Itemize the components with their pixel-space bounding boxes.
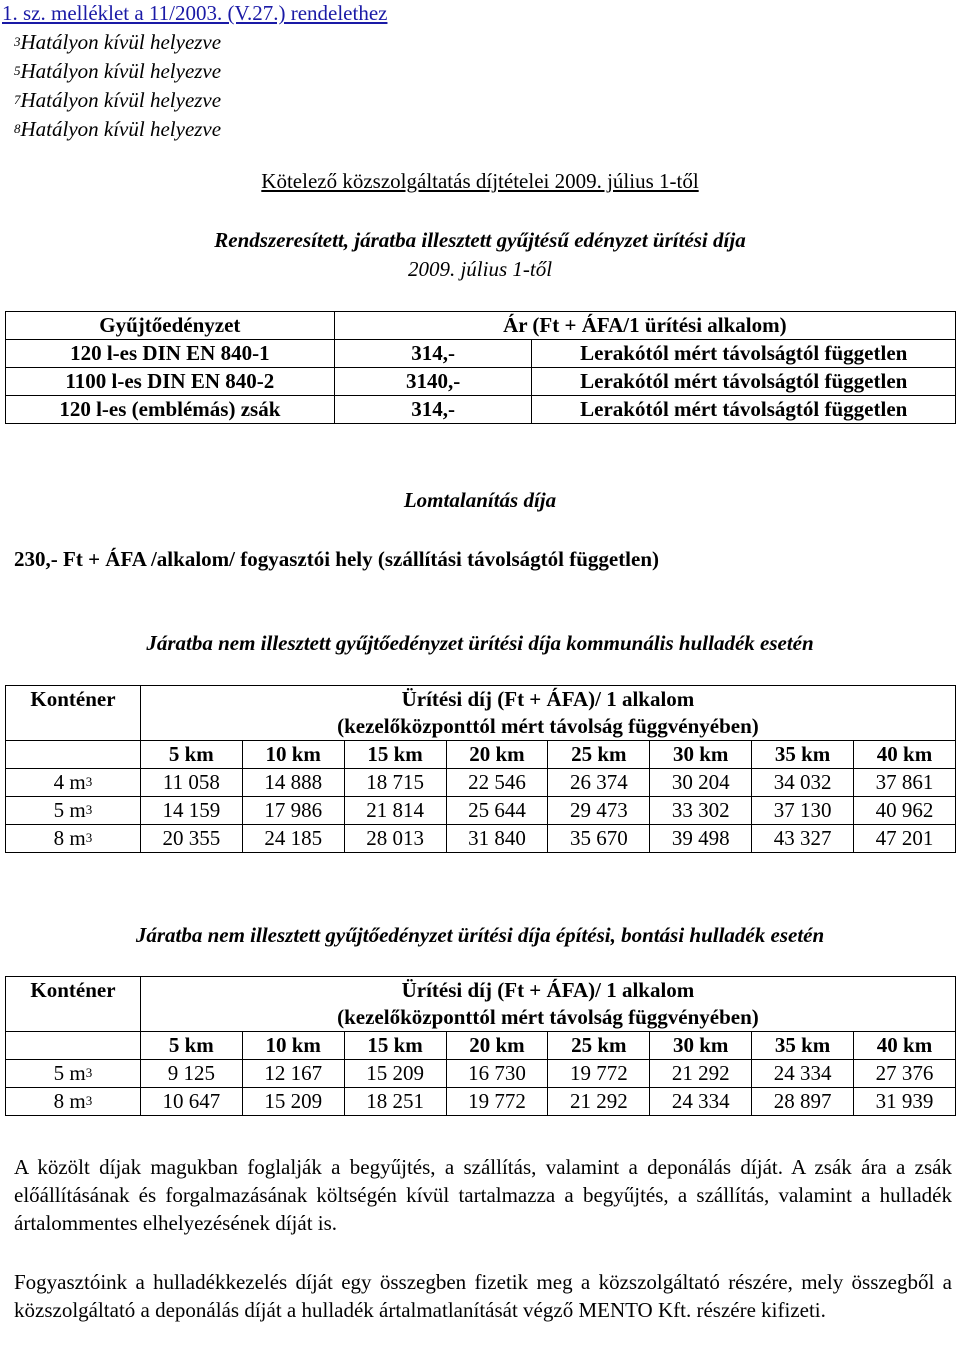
distance-header: 25 km (548, 741, 650, 769)
fee-cell: 31 939 (854, 1088, 956, 1116)
table-row (6, 825, 956, 853)
section2-title: Lomtalanítás díja (403, 488, 557, 512)
distance-header-row (6, 1032, 956, 1060)
fee-cell: 26 374 (548, 769, 650, 797)
section3-title: Járatba nem illesztett gyűjtőedényzet ürítési díja kommunális hulladék esetén (146, 631, 814, 655)
note-number: 3 (14, 34, 21, 49)
container-size: 8 m (53, 826, 86, 850)
fee-cell: 15 209 (242, 1088, 344, 1116)
note-number: 5 (14, 63, 21, 78)
fee-cell: 24 185 (242, 825, 344, 853)
container-cell: 120 l-es DIN EN 840-1 (6, 340, 335, 368)
fee-cell: 28 897 (752, 1088, 854, 1116)
fee-cell: 40 962 (854, 797, 956, 825)
fee-cell: 14 888 (242, 769, 344, 797)
distance-header: 20 km (446, 741, 548, 769)
container-size-cell (6, 1060, 141, 1088)
empty-cell (6, 1032, 141, 1060)
container-size: 5 m (53, 798, 86, 822)
fee-cell: 21 292 (548, 1088, 650, 1116)
container-size: 8 m (53, 1089, 86, 1113)
distance-header: 15 km (344, 1032, 446, 1060)
unit-exponent: 3 (85, 830, 93, 845)
table-header-row (6, 686, 956, 714)
fee-cell: 25 644 (446, 797, 548, 825)
fee-cell: 19 772 (446, 1088, 548, 1116)
distance-header: 10 km (242, 741, 344, 769)
fee-cell: 18 715 (344, 769, 446, 797)
fee-cell: 17 986 (242, 797, 344, 825)
fee-cell: 31 840 (446, 825, 548, 853)
distance-header: 25 km (548, 1032, 650, 1060)
table-row (6, 396, 956, 424)
fee-cell: 21 814 (344, 797, 446, 825)
section1-title-line1: Rendszeresített, járatba illesztett gyűjtésű edényzet ürítési díja (214, 228, 746, 252)
note-number: 8 (14, 121, 21, 136)
note-cell: Lerakótól mért távolságtól független (532, 340, 956, 368)
fee-cell: 9 125 (140, 1060, 242, 1088)
distance-header: 15 km (344, 741, 446, 769)
table-row (6, 368, 956, 396)
fee-cell: 20 355 (140, 825, 242, 853)
fee-cell: 24 334 (650, 1088, 752, 1116)
fee-cell: 29 473 (548, 797, 650, 825)
distance-header: 5 km (140, 1032, 242, 1060)
bulky-waste-fee: 230,- Ft + ÁFA /alkalom/ fogyasztói hely (szállítási távolságtól független) (14, 547, 660, 571)
distance-header: 5 km (140, 741, 242, 769)
fee-cell: 39 498 (650, 825, 752, 853)
table-header-row (6, 1004, 956, 1032)
main-title: Kötelező közszolgáltatás díjtételei 2009. július 1-től (261, 169, 699, 193)
note-number: 7 (14, 92, 21, 107)
fee-cell: 43 327 (752, 825, 854, 853)
container-header: Konténer (6, 977, 141, 1032)
price-cell: 3140,- (334, 368, 532, 396)
fee-cell: 33 302 (650, 797, 752, 825)
communal-waste-table (5, 685, 956, 853)
footer-paragraph-2: Fogyasztóink a hulladékkezelés díját egy összegben fizetik meg a közszolgáltató részére, mely összegből a közszolgáltató a deponálás díját a hulladék ártalmatlanítását végző MENTO Kft. részére kifizeti. (14, 1270, 952, 1322)
distance-header: 35 km (752, 741, 854, 769)
fee-cell: 37 861 (854, 769, 956, 797)
distance-header: 30 km (650, 741, 752, 769)
table-row (6, 340, 956, 368)
distance-header: 35 km (752, 1032, 854, 1060)
distance-header: 10 km (242, 1032, 344, 1060)
distance-header: 30 km (650, 1032, 752, 1060)
note-text: Hatályon kívül helyezve (20, 117, 222, 141)
repealed-note (14, 29, 221, 55)
container-cell: 1100 l-es DIN EN 840-2 (6, 368, 335, 396)
fee-cell: 34 032 (752, 769, 854, 797)
fee-header-subtitle: (kezelőközponttól mért távolság függvényében) (140, 1004, 955, 1032)
fee-cell: 28 013 (344, 825, 446, 853)
container-size: 5 m (53, 1061, 86, 1085)
table-header-row (6, 977, 956, 1005)
unit-exponent: 3 (85, 802, 93, 817)
fee-cell: 24 334 (752, 1060, 854, 1088)
repealed-note (14, 58, 221, 84)
distance-header-row (6, 741, 956, 769)
container-size-cell (6, 1088, 141, 1116)
fee-cell: 15 209 (344, 1060, 446, 1088)
regulation-link[interactable]: 1. sz. melléklet a 11/2003. (V.27.) rendelethez (2, 1, 388, 25)
price-cell: 314,- (334, 340, 532, 368)
header-container: Gyűjtőedényzet (6, 312, 335, 340)
distance-header: 40 km (854, 1032, 956, 1060)
note-text: Hatályon kívül helyezve (20, 88, 222, 112)
table-row (6, 1060, 956, 1088)
distance-header: 20 km (446, 1032, 548, 1060)
fee-cell: 21 292 (650, 1060, 752, 1088)
fee-cell: 16 730 (446, 1060, 548, 1088)
header-price: Ár (Ft + ÁFA/1 ürítési alkalom) (334, 312, 955, 340)
price-cell: 314,- (334, 396, 532, 424)
note-text: Hatályon kívül helyezve (20, 30, 222, 54)
distance-header: 40 km (854, 741, 956, 769)
fee-cell: 11 058 (140, 769, 242, 797)
construction-waste-table (5, 976, 956, 1116)
regular-container-table (5, 311, 956, 424)
fee-cell: 47 201 (854, 825, 956, 853)
empty-cell (6, 741, 141, 769)
fee-header: Ürítési díj (Ft + ÁFA)/ 1 alkalom (140, 977, 955, 1005)
container-size-cell (6, 769, 141, 797)
unit-exponent: 3 (85, 1065, 93, 1080)
fee-cell: 35 670 (548, 825, 650, 853)
fee-cell: 14 159 (140, 797, 242, 825)
unit-exponent: 3 (85, 1093, 93, 1108)
fee-cell: 12 167 (242, 1060, 344, 1088)
fee-cell: 19 772 (548, 1060, 650, 1088)
table-row (6, 769, 956, 797)
repealed-note (14, 87, 221, 113)
container-size-cell (6, 797, 141, 825)
container-size-cell (6, 825, 141, 853)
container-cell: 120 l-es (emblémás) zsák (6, 396, 335, 424)
fee-header: Ürítési díj (Ft + ÁFA)/ 1 alkalom (140, 686, 955, 714)
section4-title: Járatba nem illesztett gyűjtőedényzet ürítési díja építési, bontási hulladék esetén (135, 923, 825, 947)
section1-title-line2: 2009. július 1-től (407, 257, 553, 281)
fee-cell: 30 204 (650, 769, 752, 797)
note-text: Hatályon kívül helyezve (20, 59, 222, 83)
repealed-note (14, 116, 221, 142)
table-header-row (6, 312, 956, 340)
table-row (6, 1088, 956, 1116)
fee-cell: 22 546 (446, 769, 548, 797)
container-header: Konténer (6, 686, 141, 741)
fee-cell: 37 130 (752, 797, 854, 825)
note-cell: Lerakótól mért távolságtól független (532, 368, 956, 396)
footer-paragraph-1: A közölt díjak magukban foglalják a begyűjtés, a szállítás, valamint a deponálás díját. A zsák ára a zsák előállításának és forgalmazásának költségén kívül tartalmazza a begyűjtés, a szállítás, valamint a hulladék ártalommentes elhelyezésének díját is. (14, 1155, 952, 1235)
container-size: 4 m (53, 770, 86, 794)
table-header-row (6, 713, 956, 741)
fee-cell: 27 376 (854, 1060, 956, 1088)
table-row (6, 797, 956, 825)
fee-header-subtitle: (kezelőközponttól mért távolság függvényében) (140, 713, 955, 741)
fee-cell: 18 251 (344, 1088, 446, 1116)
note-cell: Lerakótól mért távolságtól független (532, 396, 956, 424)
unit-exponent: 3 (85, 774, 93, 789)
fee-cell: 10 647 (140, 1088, 242, 1116)
